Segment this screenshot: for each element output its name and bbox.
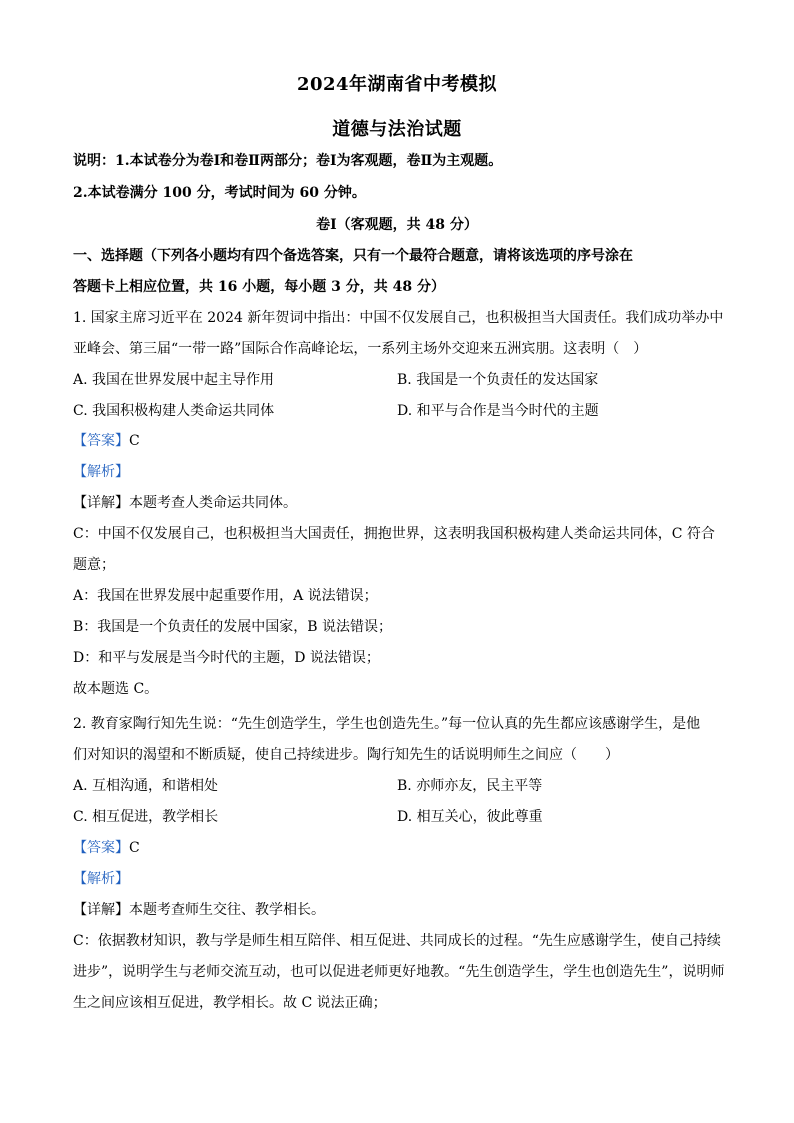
detail-tag: 【详解】 xyxy=(73,495,129,511)
q2-stem-line-1: 2. 教育家陶行知先生说：“先生创造学生，学生也创造先生。”每一位认真的先生都应该感谢学生，是他 xyxy=(73,716,701,732)
section-heading: 卷Ⅰ（客观题，共 48 分） xyxy=(316,217,478,233)
q2-option-c: C. 相互促进，教学相长 xyxy=(73,809,219,825)
q1-explanation-a: A：我国在世界发展中起重要作用，A 说法错误； xyxy=(73,588,378,604)
analysis-tag: 【解析】 xyxy=(73,871,129,887)
answer-tag: 【答案】 xyxy=(73,433,129,449)
q2-explanation-line-1: C：依据教材知识，教与学是师生相互陪伴、相互促进、共同成长的过程。“先生应感谢学生，使自己持续 xyxy=(73,933,721,949)
q1-explanation-d: D：和平与发展是当今时代的主题，D 说法错误； xyxy=(73,650,380,666)
detail-tag: 【详解】 xyxy=(73,902,129,918)
q1-option-c: C. 我国积极构建人类命运共同体 xyxy=(73,403,275,419)
q2-explanation-line-2: 进步”，说明学生与老师交流互动，也可以促进老师更好地教。“先生创造学生，学生也创造先生”，说明师 xyxy=(73,964,725,980)
q1-option-a: A. 我国在世界发展中起主导作用 xyxy=(73,372,275,388)
q2-stem-line-2: 们对知识的渴望和不断质疑，使自己持续进步。陶行知先生的话说明师生之间应（ ） xyxy=(73,747,619,763)
q1-explanation-line-1: C：中国不仅发展自己，也积极担当大国责任，拥抱世界，这表明我国积极构建人类命运共同体，C 符合 xyxy=(73,526,715,542)
q1-analysis xyxy=(73,461,733,481)
q2-answer xyxy=(73,837,733,857)
q2-explanation-line-3: 生之间应该相互促进，教学相长。故 C 说法正确； xyxy=(73,995,387,1011)
q2-option-d: D. 相互关心，彼此尊重 xyxy=(397,809,543,825)
exam-title: 2024年湖南省中考模拟 xyxy=(296,74,498,95)
q1-explanation-b: B：我国是一个负责任的发展中国家，B 说法错误； xyxy=(73,619,393,635)
q2-analysis xyxy=(73,868,733,888)
q1-stem-line-2: 亚峰会、第三届“一带一路”国际合作高峰论坛，一系列主场外交迎来五洲宾朋。这表明（ ） xyxy=(73,341,648,357)
part-instructions-line-2: 答题卡上相应位置，共 16 小题，每小题 3 分，共 48 分） xyxy=(73,279,445,295)
q2-detail xyxy=(73,899,733,919)
detail-text: 本题考查师生交往、教学相长。 xyxy=(129,902,325,918)
answer-value: C xyxy=(129,840,140,856)
q1-conclusion: 故本题选 C。 xyxy=(73,681,159,697)
q2-option-a: A. 互相沟通，和谐相处 xyxy=(73,778,219,794)
q1-option-b: B. 我国是一个负责任的发达国家 xyxy=(397,372,599,388)
instruction-line-2: 2.本试卷满分 100 分，考试时间为 60 分钟。 xyxy=(73,185,366,201)
q2-option-b: B. 亦师亦友，民主平等 xyxy=(397,778,543,794)
part-instructions-line-1: 一、选择题（下列各小题均有四个备选答案，只有一个最符合题意，请将该选项的序号涂在 xyxy=(73,248,633,264)
detail-text: 本题考查人类命运共同体。 xyxy=(129,495,297,511)
answer-tag: 【答案】 xyxy=(73,840,129,856)
q1-detail xyxy=(73,492,733,512)
exam-subject: 道德与法治试题 xyxy=(332,119,462,140)
answer-value: C xyxy=(129,433,140,449)
q1-option-d: D. 和平与合作是当今时代的主题 xyxy=(397,403,599,419)
q1-stem-line-1: 1. 国家主席习近平在 2024 新年贺词中指出：中国不仅发展自己，也积极担当大国责任。我们成功举办中 xyxy=(73,310,724,326)
analysis-tag: 【解析】 xyxy=(73,464,129,480)
q1-answer xyxy=(73,430,733,450)
q1-explanation-line-2: 题意； xyxy=(73,557,115,573)
instruction-line-1: 说明：1.本试卷分为卷Ⅰ和卷Ⅱ两部分；卷Ⅰ为客观题，卷Ⅱ为主观题。 xyxy=(73,153,503,169)
